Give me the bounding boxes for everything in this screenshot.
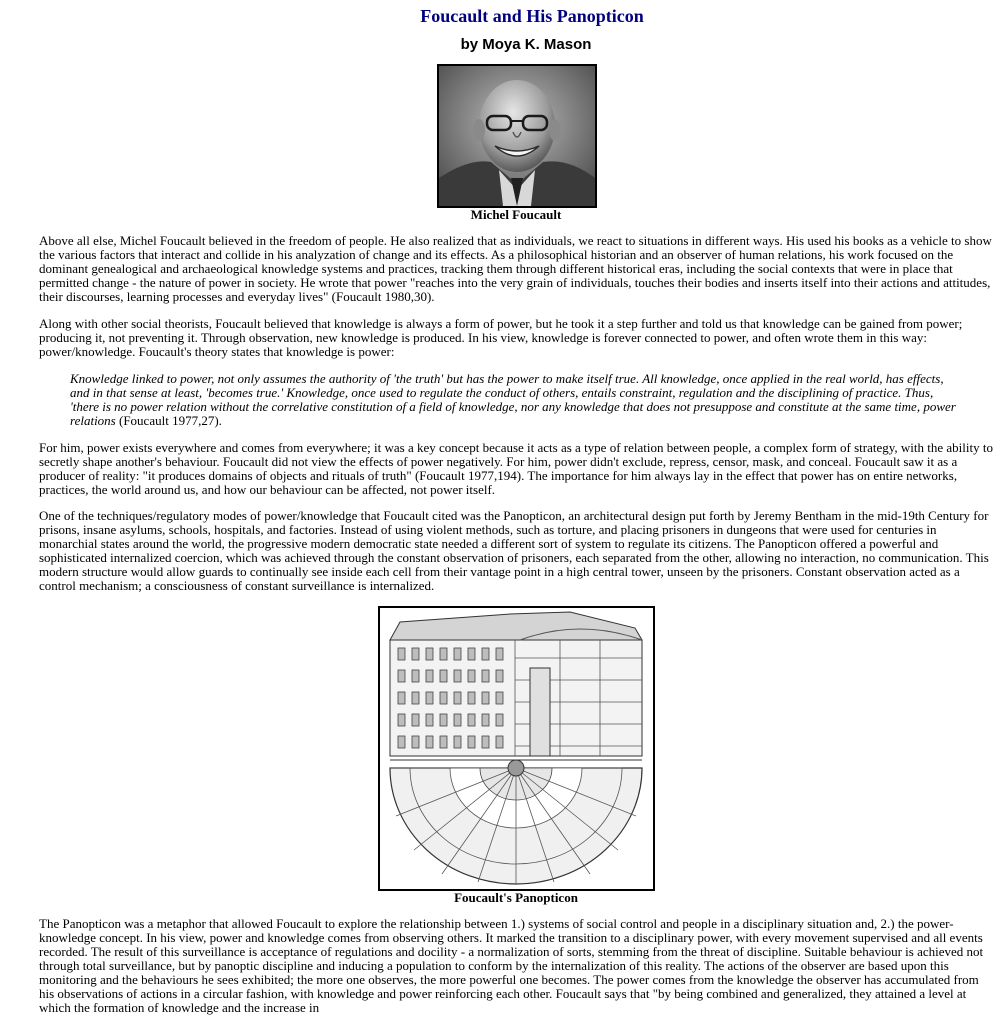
paragraph-3: For him, power exists everywhere and comes from everywhere; it was a key concept because it acts as a type of relation between people, a complex form of strategy, with the ability to secretly shape another's behaviour. Foucault did not view the effects of power negatively. For him, power didn't exclude, repress, censor, mask, and conceal. Foucault saw it as a producer of reality: "it produces domains of objects and rituals of truth" (Foucault 1977,194). The importance for him always lay in the effect that power has on entire networks, practices, the world around us, and how our behaviour can be affected, not power itself. bbox=[39, 440, 993, 497]
paragraph-5: The Panopticon was a metaphor that allowed Foucault to explore the relationship between 1.) systems of social control and people in a disciplinary situation and, 2.) the power-knowledge concept. In his view, power and knowledge comes from observing others. It marked the transition to a disciplinary power, with every movement supervised and all events recorded. The result of this surveillance is acceptance of regulations and docility - a normalization of sorts, stemming from the threat of discipline. Suitable behaviour is achieved not through total surveillance, but by panoptic discipline and inducing a population to conform by the internalization of this reality. The actions of the observer are based upon this monitoring and the behaviours he sees exhibited; the more one observes, the more powerful one becomes. The power comes from the knowledge the observer has accumulated from his observations of actions in a circular fashion, with knowledge and power reinforcing each other. Foucault says that "by being combined and generalized, they attained a level at which the formation of knowledge and the increase in bbox=[39, 916, 984, 1015]
foucault-portrait-image bbox=[437, 64, 597, 208]
block-quote bbox=[70, 372, 965, 428]
paragraph-4: One of the techniques/regulatory modes of power/knowledge that Foucault cited was the Panopticon, an architectural design put forth by Jeremy Bentham in the mid-19th Century for prisons, insane asylums, schools, hospitals, and factories. Instead of using violent methods, such as torture, and placing prisoners in dungeons that were used for centuries in monarchial states around the world, the progressive modern democratic state needed a different sort of system to regulate its citizens. The Panopticon offered a powerful and sophisticated internalized coercion, which was achieved through the constant observation of prisoners, each separated from the other, allowing no interaction, no communication. This modern structure would allow guards to continually see inside each cell from their vantage point in a high central tower, unseen by the prisoners. Constant observation acted as a control mechanism; a consciousness of constant surveillance is internalized. bbox=[39, 508, 989, 593]
quote-text: Knowledge linked to power, not only assumes the authority of 'the truth' but has the power to make itself true. All knowledge, once applied in the real world, has effects, and in that sense at least, 'becomes true.' Knowledge, once used to regulate the conduct of others, entails constraint, regulation and the disciplining of practice. Thus, 'there is no power relation without the correlative constitution of a field of knowledge, nor any knowledge that does not presuppose and constitute at the same time, power relations bbox=[70, 371, 956, 428]
panopticon-image bbox=[378, 606, 655, 891]
panopticon-caption: Foucault's Panopticon bbox=[454, 890, 578, 905]
panopticon-illustration bbox=[380, 608, 653, 889]
portrait-caption: Michel Foucault bbox=[470, 207, 562, 222]
author-byline: by Moya K. Mason bbox=[460, 36, 592, 53]
paragraph-1: Above all else, Michel Foucault believed in the freedom of people. He also realized that as individuals, we react to situations in different ways. His used his books as a vehicle to show the various factors that interact and collide in his analyzation of change and its effects. As a philosophical historian and an observer of human relations, his work focused on the dominant genealogical and archaeological knowledge systems and practices, tracking them through different historical eras, including the social contexts that were in place that permitted change - the nature of power in society. He wrote that power "reaches into the very grain of individuals, touches their bodies and inserts itself into their actions and attitudes, their discourses, learning processes and everyday lives" (Foucault 1980,30). bbox=[39, 233, 992, 304]
portrait-illustration bbox=[439, 66, 595, 206]
page-title: Foucault and His Panopticon bbox=[420, 6, 644, 26]
quote-citation: (Foucault 1977,27). bbox=[119, 413, 222, 428]
paragraph-2: Along with other social theorists, Foucault believed that knowledge is always a form of power, but he took it a step further and told us that knowledge can be gained from power; producing it, not preventing it. Through observation, new knowledge is produced. In his view, knowledge is forever connected to power, and often wrote them in this way: power/knowledge. Foucault's theory states that knowledge is power: bbox=[39, 316, 963, 359]
